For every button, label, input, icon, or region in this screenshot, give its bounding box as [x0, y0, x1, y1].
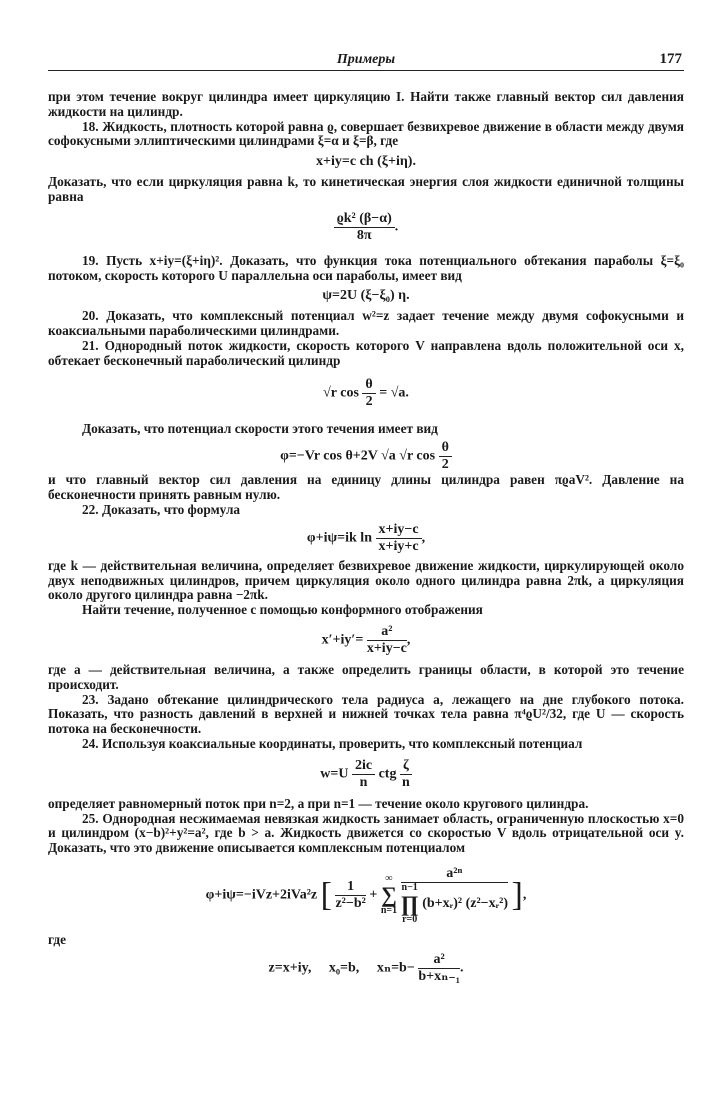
- fraction: $\frac{\theta}{2}$: [439, 440, 452, 473]
- page-number: 177: [659, 51, 682, 67]
- formula-21b: φ=−Vr cos θ+2V √a √r cos $\frac{\theta}{2}$: [48, 440, 684, 473]
- fraction: $\frac{\text{ϱk² (β−α)}}{8\pi}$: [334, 211, 395, 244]
- formula-25: φ+iψ=−iVz+2iVa²z [ $\frac{1}{\text{z²−b²}}$ + ∞ ∑ n=1 a²ⁿ n−1 ∏ r=0 (b+xᵣ)² (z²−xᵣ²) ],: [205, 865, 527, 925]
- paragraph: где a — действительная величина, а также определить границы области, в которой это течение происходит.: [48, 661, 684, 692]
- formula-21: √r cos $\frac{\theta}{2}$ = √a.: [323, 376, 409, 409]
- paragraph: Доказать, что если циркуляция равна k, то кинетическая энергия слоя жидкости единичной толщины равна: [48, 174, 684, 204]
- fraction: a²ⁿ n−1 ∏ r=0 (b+xᵣ)² (z²−xᵣ²): [400, 865, 509, 925]
- formula-19: ψ=2U (ξ−ξ₀) η.: [322, 288, 410, 304]
- problem-22: 22. Доказать, что формула: [82, 501, 241, 517]
- page: [48, 50, 684, 984]
- formula-25c: z=x+iy, x₀=b, xₙ=b− $\frac{\text{a²}}{\text{b+xₙ₋₁}}$ .: [268, 951, 464, 984]
- product: n−1 ∏ r=0: [400, 881, 419, 925]
- problem-20: 20. Доказать, что комплексный потенциал w²=z задает течение между двумя софокусными и коаксиальными параболическими цилиндрами.: [48, 308, 684, 339]
- fraction: $\frac{x+iy-c}{x+iy+c}$: [376, 522, 422, 555]
- paragraph: Найти течение, полученное с помощью конформного отображения: [82, 602, 483, 618]
- fraction: $\frac{1}{\text{z²−b²}}$: [335, 878, 366, 911]
- formula-22: φ+iψ=ik ln $\frac{x+iy-c}{x+iy+c}$ ,: [306, 521, 426, 554]
- problem-24: 24. Используя коаксиальные координаты, проверить, что комплексный потенциал: [82, 735, 583, 751]
- formula-18: x+iy=c ch (ξ+iη).: [316, 154, 416, 170]
- section-title: Примеры: [336, 52, 396, 67]
- problem-18: 18. Жидкость, плотность которой равна ϱ, совершает безвихревое движение в области между двумя софокусными эллиптическими цилиндрами ξ=α и ξ=β, где: [48, 118, 684, 149]
- paragraph: где k — действительная величина, определяет безвихревое движение жидкости, циркулирующей около двух неподвижных цилиндров, причем циркуляция около одного цилиндра равна 2πk, а циркуляция около другого цилиндра равна −2πk.: [48, 557, 684, 603]
- paragraph: и что главный вектор сил давления на единицу длины цилиндра равен πϱaV². Давление на бесконечности принять равным нулю.: [48, 472, 684, 503]
- running-header: [48, 50, 684, 71]
- paragraph: где: [48, 931, 67, 947]
- paragraph: Доказать, что потенциал скорости этого течения имеет вид: [82, 420, 438, 436]
- fraction: $\frac{\zeta}{n}$: [401, 757, 410, 790]
- fraction: $\frac{\theta}{2}$: [362, 377, 375, 410]
- paragraph: при этом течение вокруг цилиндра имеет циркуляцию I. Найти также главный вектор сил давления жидкости на цилиндр.: [48, 89, 684, 119]
- fraction: $\frac{\text{a²}}{\text{b+xₙ₋₁}}$: [418, 951, 460, 984]
- page-body: [48, 90, 684, 985]
- fraction: $\frac{\text{a²}}{x+iy-c}$: [366, 623, 407, 656]
- formula-24: w=U $\frac{2ic}{n}$ ctg $\frac{\zeta}{n}$: [320, 757, 410, 790]
- problem-23: 23. Задано обтекание цилиндрического тела радиуса a, лежащего на дне глубокого потока. Показать, что разность давлений в верхней и нижней точках тела равна π⁴ϱU²/32, где U — скорость потока на бесконечности.: [48, 691, 684, 737]
- summation: ∞ ∑ n=1: [380, 873, 398, 917]
- formula-22c: x′+iy′= $\frac{\text{a²}}{x+iy-c}$ ,: [321, 623, 411, 656]
- problem-21: 21. Однородный поток жидкости, скорость которого V направлена вдоль положительной оси x, обтекает бесконечный параболический цилиндр: [48, 337, 684, 368]
- formula-18b: $\frac{\text{ϱk² (β−α)}}{8\pi}$ .: [48, 211, 684, 244]
- problem-25: 25. Однородная несжимаемая невязкая жидкость занимает область, ограниченную плоскостью x=0 и цилиндром (x−b)²+y²=a², где b > a. Жидкость движется со скоростью V вдоль отрицательной оси y. Доказать, что это движение описывается комплексным потенциалом: [48, 810, 684, 856]
- paragraph: определяет равномерный поток при n=2, а при n=1 — течение около кругового цилиндра.: [48, 795, 589, 811]
- fraction: $\frac{2ic}{n}$: [352, 758, 375, 791]
- problem-19: 19. Пусть x+iy=(ξ+iη)². Доказать, что функция тока потенциального обтекания параболы ξ=ξ₀ потоком, скорость которого U параллельна оси параболы, имеет вид: [48, 252, 684, 283]
